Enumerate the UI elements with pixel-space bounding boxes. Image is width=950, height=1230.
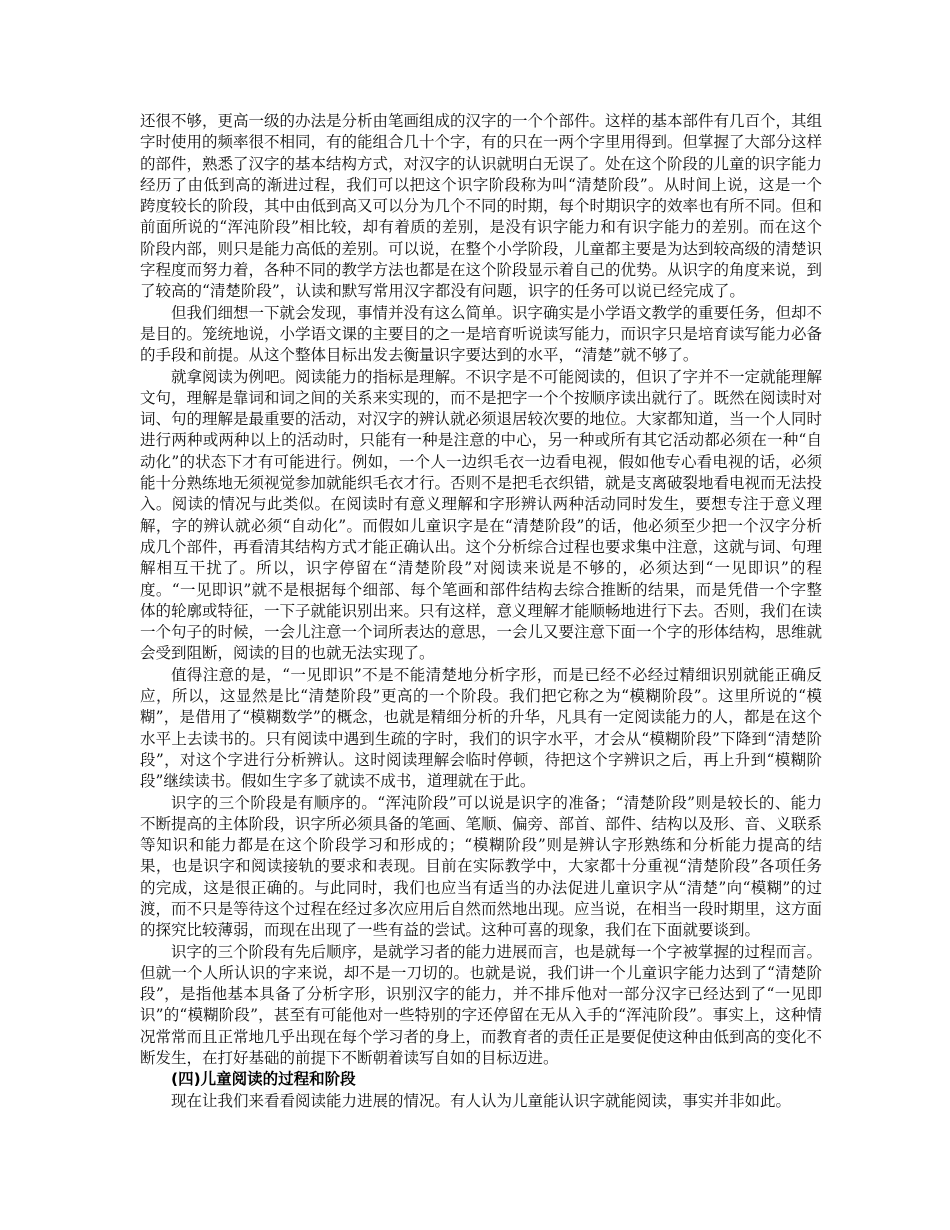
body-paragraph-3: 就拿阅读为例吧。阅读能力的指标是理解。不识字是不可能阅读的，但识了字并不一定就能理解文句，理解是靠词和词之间的关系来实现的，而不是把字一个个按顺序读出就行了。既然在阅读时对词、句的理解是最重要的活动，对汉字的辨认就必须退居较次要的地位。大家都知道，当一个人同时进行两种或两种以上的活动时，只能有一种是注意的中心，另一种或所有其它活动都必须在一种“自动化”的状态下才有可能进行。例如，一个人一边织毛衣一边看电视，假如他专心看电视的话，必须能十分熟练地无须视觉参加就能织毛衣才行。否则不是把毛衣织错，就是支离破裂地看电视而无法投入。阅读的情况与此类似。在阅读时有意义理解和字形辨认两种活动同时发生，要想专注于意义理解，字的辨认就必须“自动化”。而假如儿童识字是在“清楚阶段”的话，他必须至少把一个汉字分析成几个部件，再看清其结构方式才能正确认出。这个分析综合过程也要求集中注意，这就与词、句理解相互干扰了。所以，识字停留在“清楚阶段”对阅读来说是不够的，必须达到“一见即识”的程度。“一见即识”就不是根据每个细部、每个笔画和部件结构去综合推断的结果，而是凭借一个字整体的轮廓或特征，一下子就能识别出来。只有这样，意义理解才能顺畅地进行下去。否则，我们在读一个句子的时候，一会儿注意一个词所表达的意思，一会儿又要注意下面一个字的形体结构，思维就会受到阻断，阅读的目的也就无法实现了。 xyxy=(140,367,823,663)
body-paragraph-5: 识字的三个阶段是有顺序的。“浑沌阶段”可以说是识字的准备；“清楚阶段”则是较长的、能力不断提高的主体阶段，识字所必须具备的笔画、笔顺、偏旁、部首、部件、结构以及形、音、义联系等知识和能力都是在这个阶段学习和形成的；“模糊阶段”则是辨认字形熟练和分析能力提高的结果，也是识字和阅读接轨的要求和表现。目前在实际教学中，大家都十分重视“清楚阶段”各项任务的完成，这是很正确的。与此同时，我们也应当有适当的办法促进儿童识字从“清楚”向“模糊”的过渡，而不只是等待这个过程在经过多次应用后自然而然地出现。应当说，在相当一段时期里，这方面的探究比较薄弱，而现在出现了一些有益的尝试。这种可喜的现象，我们在下面就要谈到。 xyxy=(140,793,823,940)
document-page xyxy=(140,111,822,1112)
body-paragraph-2: 但我们细想一下就会发现，事情并没有这么简单。识字确实是小学语文教学的重要任务，但却不是目的。笼统地说，小学语文课的主要目的之一是培育听说读写能力，而识字只是培育读写能力必备的手段和前提。从这个整体目标出发去衡量识字要达到的水平，“清楚”就不够了。 xyxy=(140,303,823,365)
body-paragraph-6: 识字的三个阶段有先后顺序，是就学习者的能力进展而言，也是就每一个字被掌握的过程而言。但就一个人所认识的字来说，却不是一刀切的。也就是说，我们讲一个儿童识字能力达到了“清楚阶段”，是指他基本具备了分析字形，识别汉字的能力，并不排斥他对一部分汉字已经达到了“一见即识”的“模糊阶段”，甚至有可能他对一些特别的字还停留在无从入手的“浑沌阶段”。事实上，这种情况常常而且正常地几乎出现在每个学习者的身上，而教育者的责任正是要促使这种由低到高的变化不断发生，在打好基础的前提下不断朝着读写自如的目标迈进。 xyxy=(140,942,823,1068)
section-heading: (四)儿童阅读的过程和阶段 xyxy=(171,1070,356,1089)
body-paragraph-final: 现在让我们来看看阅读能力进展的情况。有人认为儿童能认识字就能阅读，事实并非如此。 xyxy=(171,1091,792,1110)
body-paragraph-4: 值得注意的是，“一见即识”不是不能清楚地分析字形，而是已经不必经过精细识别就能正确反应，所以，这显然是比“清楚阶段”更高的一个阶段。我们把它称之为“模糊阶段”。这里所说的“模糊”，是借用了“模糊数学”的概念，也就是精细分析的升华，凡具有一定阅读能力的人，都是在这个水平上去读书的。只有阅读中遇到生疏的字时，我们的识字水平，才会从“模糊阶段”下降到“清楚阶段”，对这个字进行分析辨认。这时阅读理解会临时停顿，待把这个字辨识之后，再上升到“模糊阶段”继续读书。假如生字多了就读不成书，道理就在于此。 xyxy=(140,665,822,791)
body-paragraph-1: 还很不够，更高一级的办法是分析由笔画组成的汉字的一个个部件。这样的基本部件有几百个，其组字时使用的频率很不相同，有的能组合几十个字，有的只在一两个字里用得到。但掌握了大部分这样的部件，熟悉了汉字的基本结构方式，对汉字的认识就明白无误了。处在这个阶段的儿童的识字能力经历了由低到高的渐进过程，我们可以把这个识字阶段称为叫“清楚阶段”。从时间上说，这是一个跨度较长的阶段，其中由低到高又可以分为几个不同的时期，每个时期识字的效率也有所不同。但和前面所说的“浑沌阶段”相比较，却有着质的差别，是没有识字能力和有识字能力的差别。而在这个阶段内部，则只是能力高低的差别。可以说，在整个小学阶段，儿童都主要是为达到较高级的清楚识字程度而努力着，各种不同的教学方法也都是在这个阶段显示着自己的优势。从识字的角度来说，到了较高的“清楚阶段”，认读和默写常用汉字都没有问题，识字的任务可以说已经完成了。 xyxy=(140,112,823,301)
